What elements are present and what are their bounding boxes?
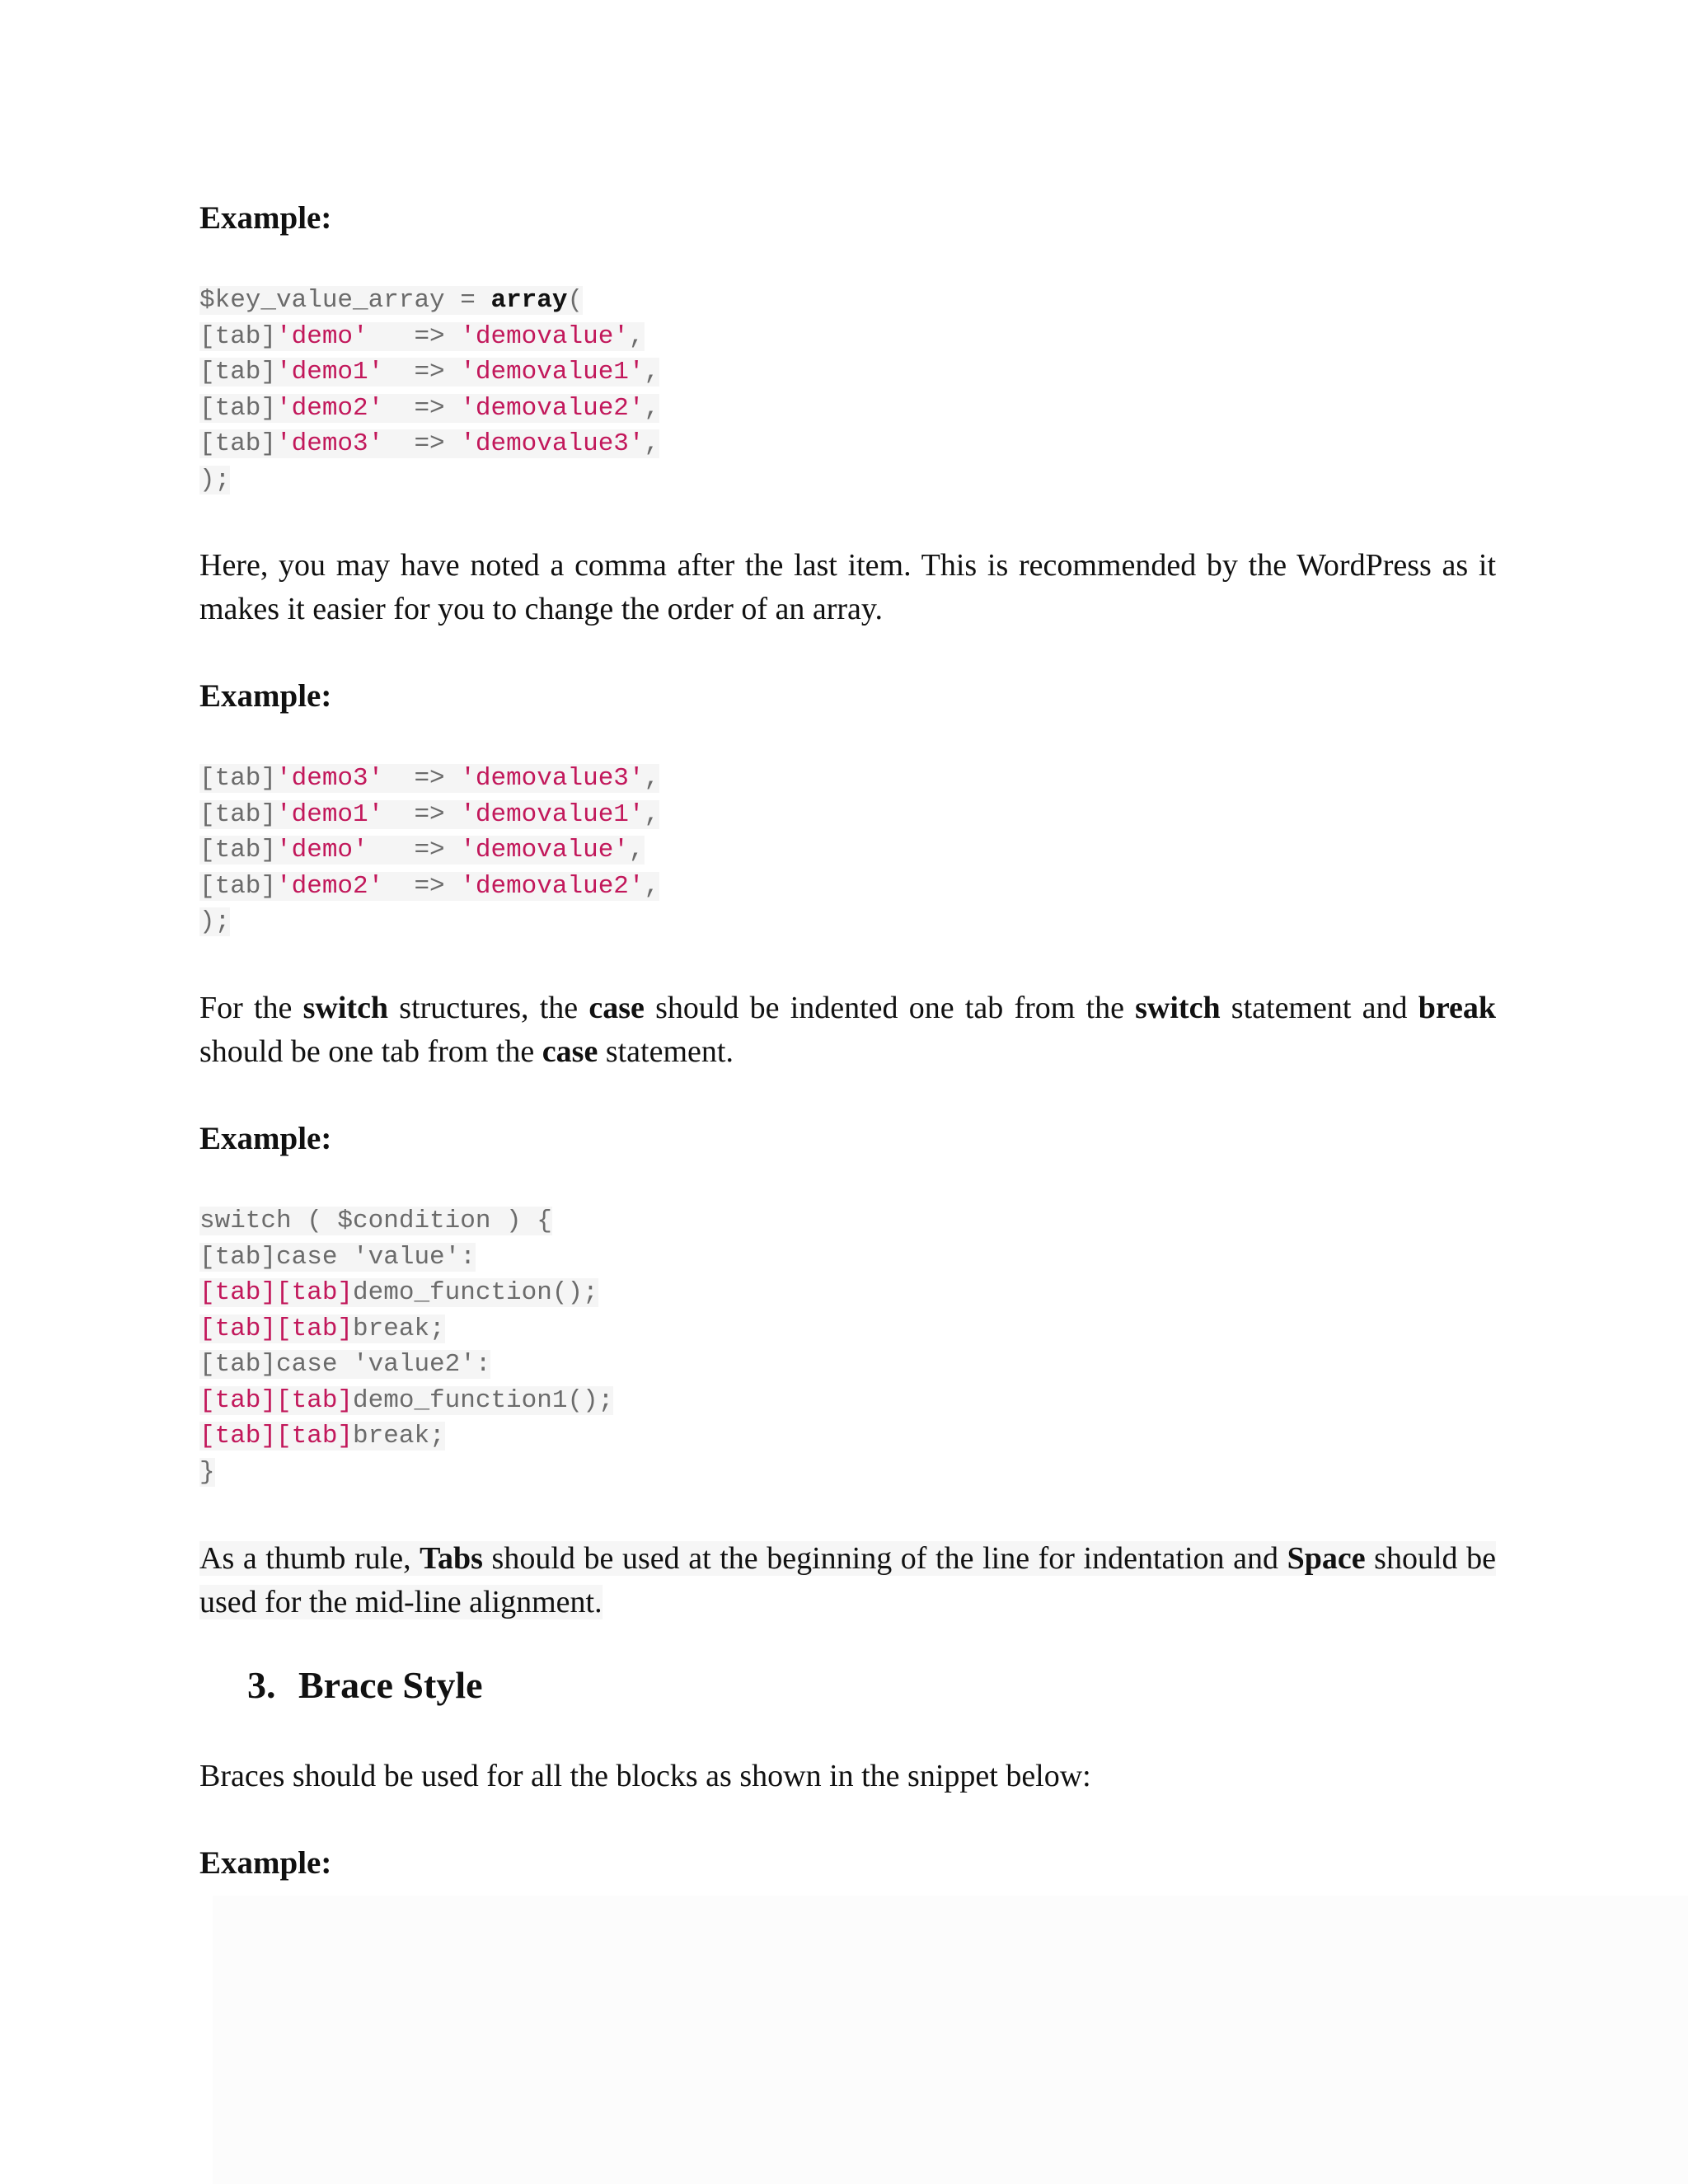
paragraph-switch-indent: For the switch structures, the case should be indented one tab from the switch statement and break should be one tab from the case statement. <box>199 991 1497 1069</box>
paragraph-braces: Braces should be used for all the blocks as shown in the snippet below: <box>199 1759 1091 1793</box>
code-line: } <box>199 1457 215 1487</box>
code-line: [tab][tab]demo_function(); <box>199 1278 598 1307</box>
section-heading-brace-style: 3. Brace Style <box>247 1664 483 1706</box>
code-line: [tab]'demo2' => 'demovalue2', <box>199 393 660 423</box>
code-line: [tab]case 'value': <box>199 1242 476 1272</box>
example-heading: Example: <box>199 1121 332 1156</box>
code-line: $key_value_array = array( <box>199 286 584 315</box>
example-heading: Example: <box>199 1845 332 1881</box>
code-line: [tab][tab]demo_function1(); <box>199 1385 614 1415</box>
code-line: [tab]'demo1' => 'demovalue1', <box>199 799 660 829</box>
paragraph-tabs-rule: As a thumb rule, Tabs should be used at the beginning of the line for indentation and Space should be used for the mid-line alignment. <box>199 1541 1496 1619</box>
example-heading: Example: <box>199 200 332 236</box>
code-line: [tab]'demo' => 'demovalue', <box>199 836 645 865</box>
paragraph-trailing-comma: Here, you may have noted a comma after the last item. This is recommended by the WordPress as it makes it easier for you to change the order of an array. <box>199 548 1496 626</box>
code-block-switch <box>199 1203 613 1490</box>
code-line: [tab][tab]break; <box>199 1422 445 1451</box>
code-line: [tab]'demo3' => 'demovalue3', <box>199 429 660 458</box>
code-block-placeholder <box>213 1896 1688 2184</box>
code-line: [tab]'demo3' => 'demovalue3', <box>199 764 660 793</box>
code-line: [tab][tab]break; <box>199 1314 445 1343</box>
code-block-reordered-array <box>199 761 659 940</box>
code-block-array <box>199 283 659 498</box>
code-line: [tab]'demo1' => 'demovalue1', <box>199 358 660 387</box>
code-line: [tab]'demo' => 'demovalue', <box>199 321 645 351</box>
example-heading: Example: <box>199 678 332 714</box>
code-line: ); <box>199 465 231 494</box>
code-line: [tab]case 'value2': <box>199 1350 491 1379</box>
code-line: ); <box>199 907 231 936</box>
code-line: [tab]'demo2' => 'demovalue2', <box>199 871 660 901</box>
code-line: switch ( $condition ) { <box>199 1207 552 1235</box>
